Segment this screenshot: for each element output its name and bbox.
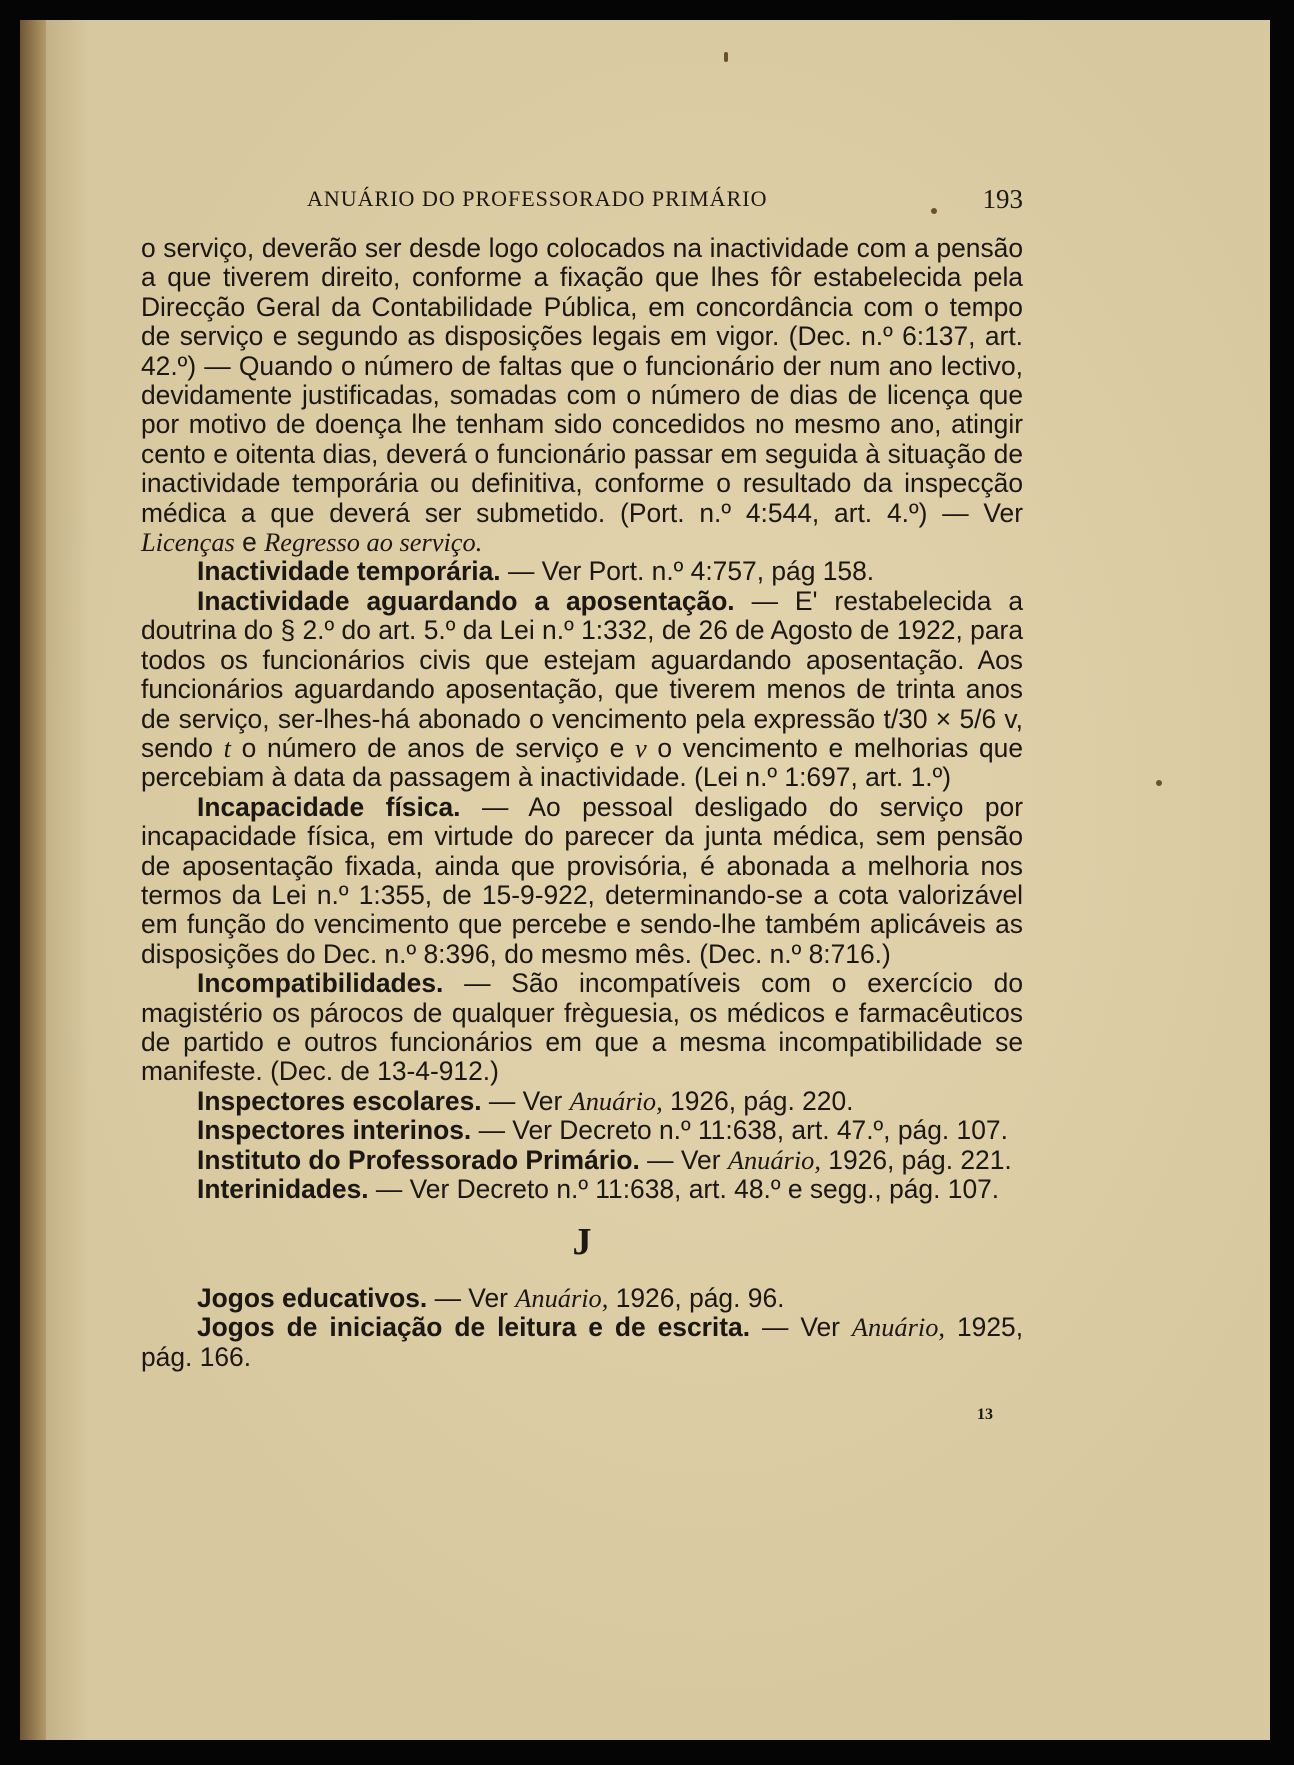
entry-inspectores-escolares: Inspectores escolares. — Ver Anuário, 1926, pág. 220. <box>197 1085 854 1116</box>
ink-speck <box>724 52 728 62</box>
signature-mark: 13 <box>977 1406 993 1424</box>
ref-licencas: Licenças <box>141 527 235 558</box>
headword: Jogos de iniciação de leitura e de escrita. <box>197 1312 751 1343</box>
continued-paragraph: o serviço, deverão ser desde logo colocados na inactividade com a pensão a que tiverem direito, conforme a fixação que lhes fôr estabelecida pela Direcção Geral da Contabilidade Pública, em concordância com o tempo de serviço e segundo as disposições legais em vigor. (Dec. n.º 6:137, art. 42.º) — Quando o número de faltas que o funcionário der num ano lectivo, devidamente justificadas, somadas com o número de dias de licença que por motivo de doença lhe tenham sido concedidos no mesmo ano, atingir cento e oitenta dias, deverá o funcionário passar em seguida à situação de inactividade temporária ou definitiva, conforme o resultado da inspecção médica a que deverá ser submetido. (Port. n.º 4:544, art. 4.º) — Ver Licenças e Regresso ao serviço. <box>141 233 1023 558</box>
ink-speck <box>931 208 937 214</box>
ink-speck <box>1156 780 1162 786</box>
page-number: 193 <box>982 184 1023 214</box>
headword: Interinidades. <box>197 1174 369 1204</box>
entry-incapacidade-fisica: Incapacidade física. — Ao pessoal desligado do serviço por incapacidade física, em virtude do parecer da junta médica, sem pensão de aposentação fixada, ainda que provisória, é abonada a melhoria nos termos da Lei n.º 1:355, de 15-9-922, determinando-se a cota valorizável em função do vencimento que percebe e sendo-lhe também aplicáveis as disposições do Dec. n.º 8:396, do mesmo mês. (Dec. n.º 8:716.) <box>141 791 1024 969</box>
entry-jogos-educativos: Jogos educativos. — Ver Anuário, 1926, pág. 96. <box>197 1282 785 1313</box>
page <box>20 20 1270 1740</box>
variable-v: v <box>635 732 647 763</box>
headword: Instituto do Professorado Primário. <box>197 1144 640 1175</box>
entry-instituto: Instituto do Professorado Primário. — Ver Anuário, 1926, pág. 221. <box>197 1144 1012 1175</box>
entry-jogos-iniciacao: Jogos de iniciação de leitura e de escrita. — Ver Anuário, 1925, pág. 166. <box>141 1312 1024 1372</box>
entry-inactividade-aguardando: Inactividade aguardando a aposentação. — E' restabelecida a doutrina do § 2.º do art. 5.º da Lei n.º 1:332, de 26 de Agosto de 1922, para todos os funcionários civis que estejam aguardando aposentação. Aos funcionários aguardando aposentação, que tiverem menos de trinta anos de serviço, ser-lhes-há abonado o vencimento pela expressão t/30 × 5/6 v, sendo t o número de anos de serviço e v o vencimento e melhorias que percebiam à data da passagem à inactividade. (Lei n.º 1:697, art. 1.º) <box>141 585 1024 793</box>
headword: Incapacidade física. <box>197 791 461 822</box>
ref-anuario: Anuário, <box>851 1312 946 1343</box>
entry-inspectores-interinos: Inspectores interinos. — Ver Decreto n.º 11:638, art. 47.º, pág. 107. <box>197 1115 1008 1146</box>
ref-anuario: Anuário, <box>515 1282 609 1313</box>
variable-t: t <box>223 732 231 763</box>
formula: t/30 × 5/6 v, <box>883 703 1023 734</box>
page-content <box>141 164 1023 1429</box>
running-header <box>141 164 1023 214</box>
headword: Inspectores interinos. <box>197 1115 472 1146</box>
section-letter: J <box>572 1221 592 1264</box>
ref-regresso: Regresso ao serviço. <box>264 527 483 558</box>
ref-anuario: Anuário, <box>727 1144 821 1175</box>
ref-anuario: Anuário, <box>569 1085 663 1116</box>
binding-gutter <box>20 20 46 1740</box>
entry-inactividade-temporaria: Inactividade temporária. — Ver Port. n.º 4:757, pág 158. <box>197 556 875 587</box>
headword: Incompatibilidades. <box>197 968 444 999</box>
body-text <box>141 234 1023 1429</box>
headword: Inspectores escolares. <box>197 1085 482 1116</box>
entry-interinidades: Interinidades. — Ver Decreto n.º 11:638, art. 48.º e segg., pág. 107. <box>197 1174 1000 1204</box>
headword: Inactividade temporária. <box>197 556 501 587</box>
entry-incompatibilidades: Incompatibilidades. — São incompatíveis com o exercício do magistério os párocos de qualquer frèguesia, os médicos e farmacêuticos de partido e outros funcionários em que a mesma incompatibilidade se manifeste. (Dec. de 13-4-912.) <box>141 968 1023 1087</box>
headword: Inactividade aguardando a aposentação. <box>197 585 735 616</box>
headword: Jogos educativos. <box>197 1282 428 1313</box>
running-title: ANUÁRIO DO PROFESSORADO PRIMÁRIO <box>307 186 768 211</box>
